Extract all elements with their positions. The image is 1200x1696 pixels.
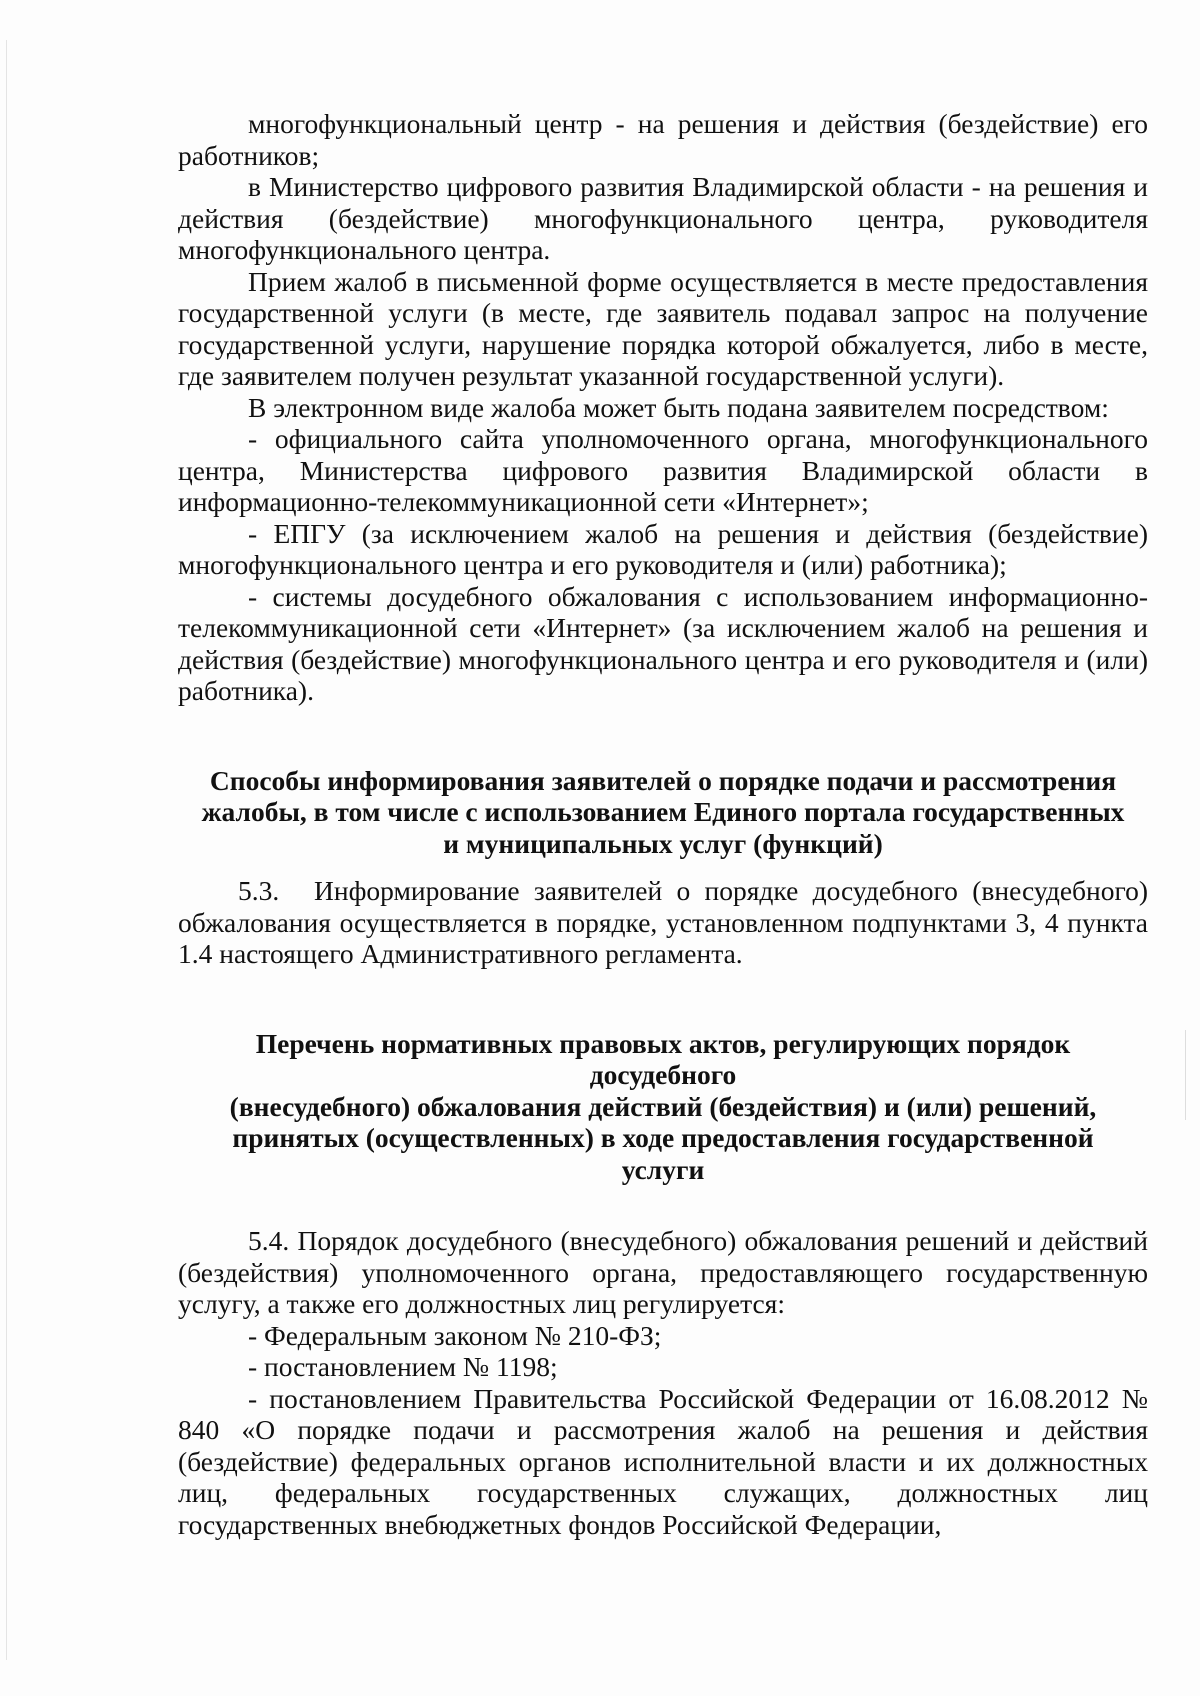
paragraph-mfc-workers: многофункциональный центр - на решения и действия (бездействие) его работников; xyxy=(178,108,1148,171)
section-text: Информирование заявителей о порядке досудебного (внесудебного) обжалования осуществляется в порядке, установленном подпунктами 3, 4 пункта 1.4 настоящего Административного регламента. xyxy=(178,875,1148,969)
heading-line: услуги xyxy=(621,1153,705,1185)
paragraph-electronic-complaints: В электронном виде жалоба может быть подана заявителем посредством: xyxy=(248,391,1109,423)
heading-normative-acts xyxy=(178,1028,1148,1186)
list-item-epgu: - ЕПГУ (за исключением жалоб на решения и действия (бездействие) многофункционального центра и его руководителя и (или) работника); xyxy=(178,517,1148,580)
section-number: 5.3. xyxy=(238,875,280,906)
list-item-resolution-1198: - постановлением № 1198; xyxy=(248,1351,558,1382)
heading-informing-methods xyxy=(178,765,1148,860)
paragraph-section-5-4: 5.4. Порядок досудебного (внесудебного) обжалования решений и действий (бездействия) уполномоченного органа, предоставляющего государственную услугу, а также его должностных лиц регулируется: xyxy=(178,1225,1148,1319)
heading-line: Способы информирования заявителей о порядке подачи и рассмотрения xyxy=(209,764,1117,796)
paragraph-written-complaints: Прием жалоб в письменной форме осуществляется в месте предоставления государственной услуги (в месте, где заявитель подавал запрос на получение государственной услуги, нарушение порядка которой обжалуется, либо в месте, где заявителем получен результат указанной государственной услуги). xyxy=(178,265,1148,391)
list-item-resolution-840: - постановлением Правительства Российской Федерации от 16.08.2012 № 840 «О порядке подачи и рассмотрения жалоб на решения и действия (бездействие) федеральных органов исполнительной власти и их должностных лиц, федеральных государственных служащих, должностных лиц государственных внебюджетных фондов Российской Федерации, xyxy=(178,1382,1148,1540)
heading-line: (внесудебного) обжалования действий (бездействия) и (или) решений, xyxy=(229,1090,1097,1122)
heading-line: жалобы, в том числе с использованием Единого портала государственных xyxy=(201,796,1125,827)
list-item-official-site: - официального сайта уполномоченного органа, многофункционального центра, Министерства цифрового развития Владимирской области в информационно-телекоммуникационной сети «Интернет»; xyxy=(178,423,1148,517)
heading-line: и муниципальных услуг (функций) xyxy=(443,827,883,859)
scan-edge-mark xyxy=(1185,1030,1186,1120)
paragraph-ministry: в Министерство цифрового развития Владимирской области - на решения и действия (бездействие) многофункционального центра, руководителя многофункционального центра. xyxy=(178,171,1148,265)
list-item-pretrial-system: - системы досудебного обжалования с использованием информационно-телекоммуникационной сети «Интернет» (за исключением жалоб на решения и действия (бездействие) многофункционального центра и его руководителя и (или) работника). xyxy=(178,580,1148,706)
heading-line: принятых (осуществленных) в ходе предоставления государственной xyxy=(232,1122,1094,1153)
list-item-federal-law: - Федеральным законом № 210-ФЗ; xyxy=(248,1319,662,1351)
document-text xyxy=(178,108,1148,1540)
heading-line: досудебного xyxy=(589,1059,737,1090)
heading-line: Перечень нормативных правовых актов, регулирующих порядок xyxy=(255,1027,1071,1059)
scan-edge-mark xyxy=(6,40,7,1660)
paragraph-section-5-3 xyxy=(178,875,1148,970)
